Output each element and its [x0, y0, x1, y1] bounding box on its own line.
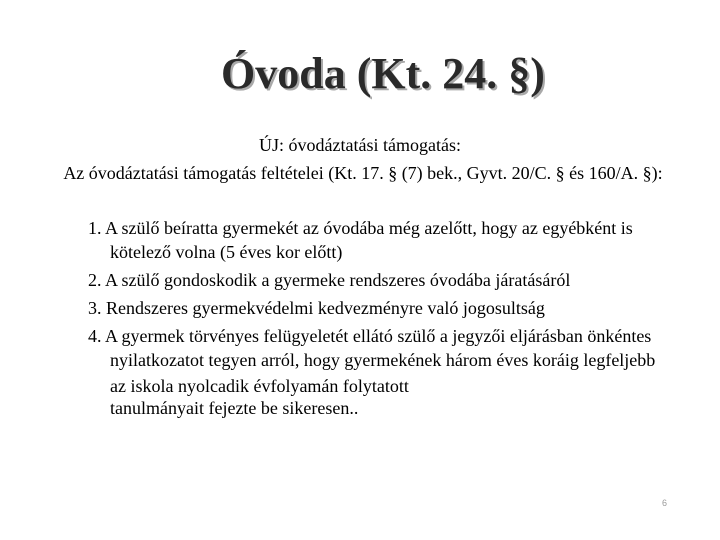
- condition-item-2: 2. A szülő gondoskodik a gyermeke rendszeres óvodába járatásáról: [88, 270, 571, 290]
- conditions-list: [88, 216, 688, 420]
- page-number: 6: [661, 498, 667, 508]
- slide-title: Óvoda (Kt. 24. §): [221, 49, 545, 98]
- slide-subtitle: ÚJ: óvodáztatási támogatás:: [259, 135, 461, 155]
- conditions-heading: Az óvodáztatási támogatás feltételei (Kt. 17. § (7) bek., Gyvt. 20/C. § és 160/A. §):: [63, 163, 663, 183]
- condition-item-1: 1. A szülő beíratta gyermekét az óvodába még azelőtt, hogy az egyébként is kötelező volna (5 éves kor előtt): [88, 218, 633, 262]
- condition-continuation-2: tanulmányait fejezte be sikeresen..: [110, 398, 359, 418]
- condition-continuation-1: az iskola nyolcadik évfolyamán folytatott: [110, 376, 409, 396]
- condition-item-4: 4. A gyermek törvényes felügyeletét ellátó szülő a jegyzői eljárásban önkéntes nyilatkozatot tegyen arról, hogy gyermekének három éves koráig legfeljebb: [88, 326, 656, 370]
- condition-item-3: 3. Rendszeres gyermekvédelmi kedvezményre való jogosultság: [88, 298, 545, 318]
